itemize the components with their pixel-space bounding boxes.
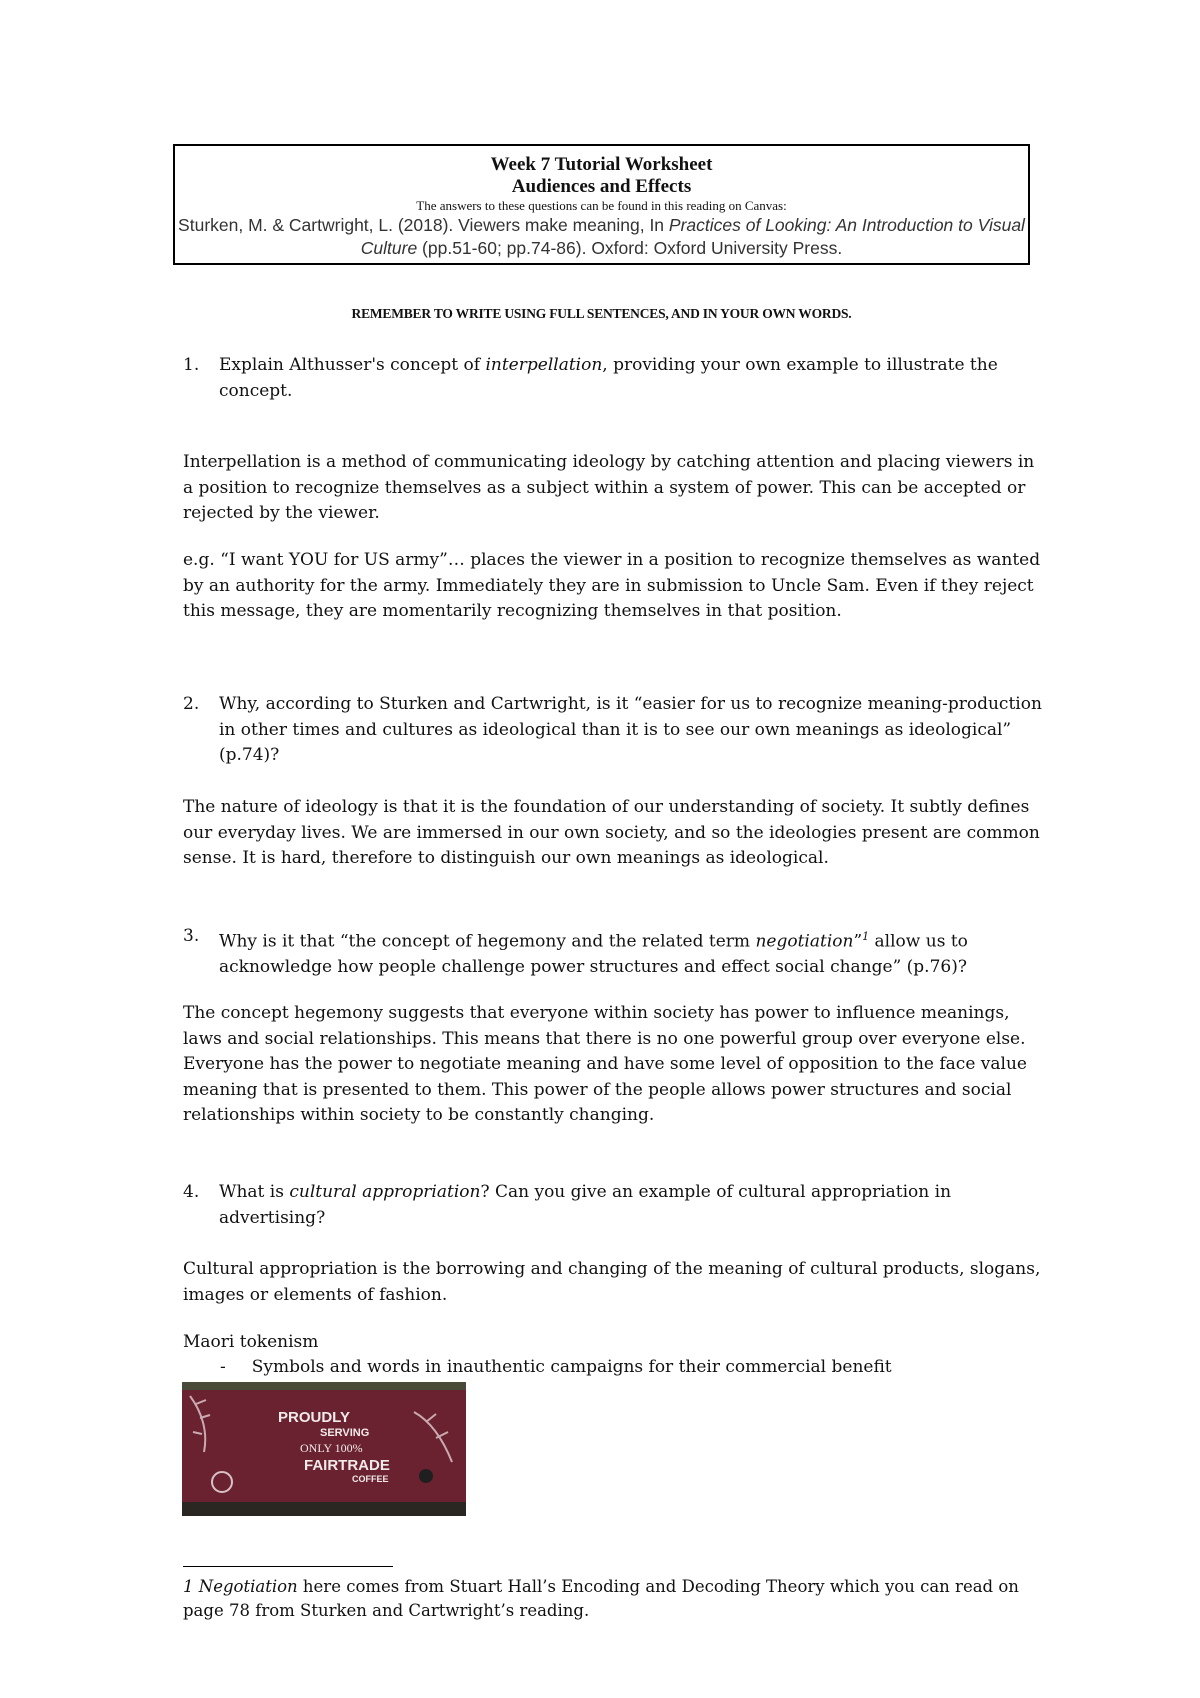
citation-text: Sturken, M. & Cartwright, L. (2018). Viewers make meaning, In (178, 215, 669, 235)
sign-line1: PROUDLY (278, 1409, 350, 1426)
citation-pages: (pp.51-60; pp.74-86). Oxford: Oxford University Press. (417, 238, 843, 258)
answer-4: Cultural appropriation is the borrowing and changing of the meaning of cultural products, slogans, images or elements of fashion. (183, 1259, 1041, 1305)
question-1 (183, 353, 1043, 404)
sign-line5: COFFEE (352, 1474, 389, 1484)
instruction-banner: REMEMBER TO WRITE USING FULL SENTENCES, AND IN YOUR OWN WORDS. (351, 306, 852, 321)
worksheet-subtitle: Audiences and Effects (511, 176, 692, 197)
bullet-text: Symbols and words in inauthentic campaigns for their commercial benefit (251, 1357, 892, 1377)
sign-line3: ONLY 100% (300, 1441, 363, 1455)
answer-1-paragraph-2: e.g. “I want YOU for US army”… places the viewer in a position to recognize themselves as wanted by an authority for the army. Immediately they are in submission to Uncle Sam. Even if they reject this message, they are momentarily recognizing themselves in that position. (183, 550, 1041, 621)
question-term: interpellation (485, 355, 603, 375)
question-text-part: Why is it that “the concept of hegemony and the related term (219, 931, 756, 952)
question-4 (183, 1180, 1043, 1231)
bullet-dash: - (220, 1357, 226, 1377)
citation-book-title: Practices of Looking: An Introduction to Visual Culture (360, 215, 1025, 258)
question-text-part: What is (219, 1182, 290, 1202)
footnote-text: here comes from Stuart Hall’s Encoding and Decoding Theory which you can read on page 78 from Sturken and Cartwright’s reading. (183, 1577, 1019, 1620)
answer-2: The nature of ideology is that it is the foundation of our understanding of society. It subtly defines our everyday lives. We are immersed in our own society, and so the ideologies present are common sense. It is hard, therefore to distinguish our own meanings as ideological. (183, 797, 1040, 868)
question-number: 3. (183, 926, 200, 946)
question-text-part: , providing your own example to illustrate the concept. (219, 355, 998, 401)
footnote-term: Negotiation (198, 1577, 298, 1596)
question-text (219, 924, 1043, 981)
question-2 (183, 692, 1043, 769)
worksheet-title: Week 7 Tutorial Worksheet (490, 154, 713, 175)
answer-4-bullet (220, 1355, 892, 1381)
fairtrade-logo (419, 1469, 433, 1483)
question-text: Why, according to Sturken and Cartwright, is it “easier for us to recognize meaning-production in other times and cultures as ideological than it is to see our own meanings as ideological” (p.74)? (219, 694, 1042, 765)
sign-line2: SERVING (320, 1427, 370, 1439)
footnote-marker: 1 (862, 930, 870, 943)
footnote (183, 1575, 1043, 1623)
question-number: 1. (183, 355, 200, 375)
answer-1-paragraph-1: Interpellation is a method of communicating ideology by catching attention and placing viewers in a position to recognize themselves as a subject within a system of power. This can be accepted or rejected by the viewer. (183, 452, 1035, 523)
sign-line4: FAIRTRADE (304, 1457, 390, 1474)
header-box (173, 144, 1030, 265)
reading-citation (175, 214, 1028, 260)
question-text (219, 1180, 1043, 1231)
footnote-number: 1 (183, 1577, 199, 1596)
reading-note: The answers to these questions can be found in this reading on Canvas: (416, 198, 787, 213)
question-term: negotiation (755, 931, 854, 952)
question-text-part: allow us to acknowledge how people challenge power structures and effect social change” (p.76)? (219, 931, 968, 978)
question-term: cultural appropriation (289, 1182, 481, 1202)
question-text-part: ? Can you give an example of cultural appropriation in advertising? (219, 1182, 952, 1228)
footnote-rule (183, 1566, 393, 1567)
answer-4-heading: Maori tokenism (183, 1332, 319, 1352)
question-text (219, 353, 1043, 404)
question-text-part: Explain Althusser's concept of (219, 355, 486, 375)
question-number: 4. (183, 1182, 200, 1202)
fairtrade-sign-photo (182, 1382, 466, 1516)
photo-top-strip (182, 1382, 466, 1390)
question-3 (183, 924, 1043, 981)
question-text-part: ” (853, 931, 863, 952)
answer-3: The concept hegemony suggests that everyone within society has power to influence meanings, laws and social relationships. This means that there is no one powerful group over everyone else. Everyone has the power to negotiate meaning and have some level of opposition to the face value meaning that is presented to them. This power of the people allows power structures and social relationships within society to be constantly changing. (183, 1003, 1027, 1125)
fairtrade-sign-illustration (182, 1382, 466, 1516)
question-number: 2. (183, 694, 200, 714)
photo-bottom-strip (182, 1502, 466, 1516)
